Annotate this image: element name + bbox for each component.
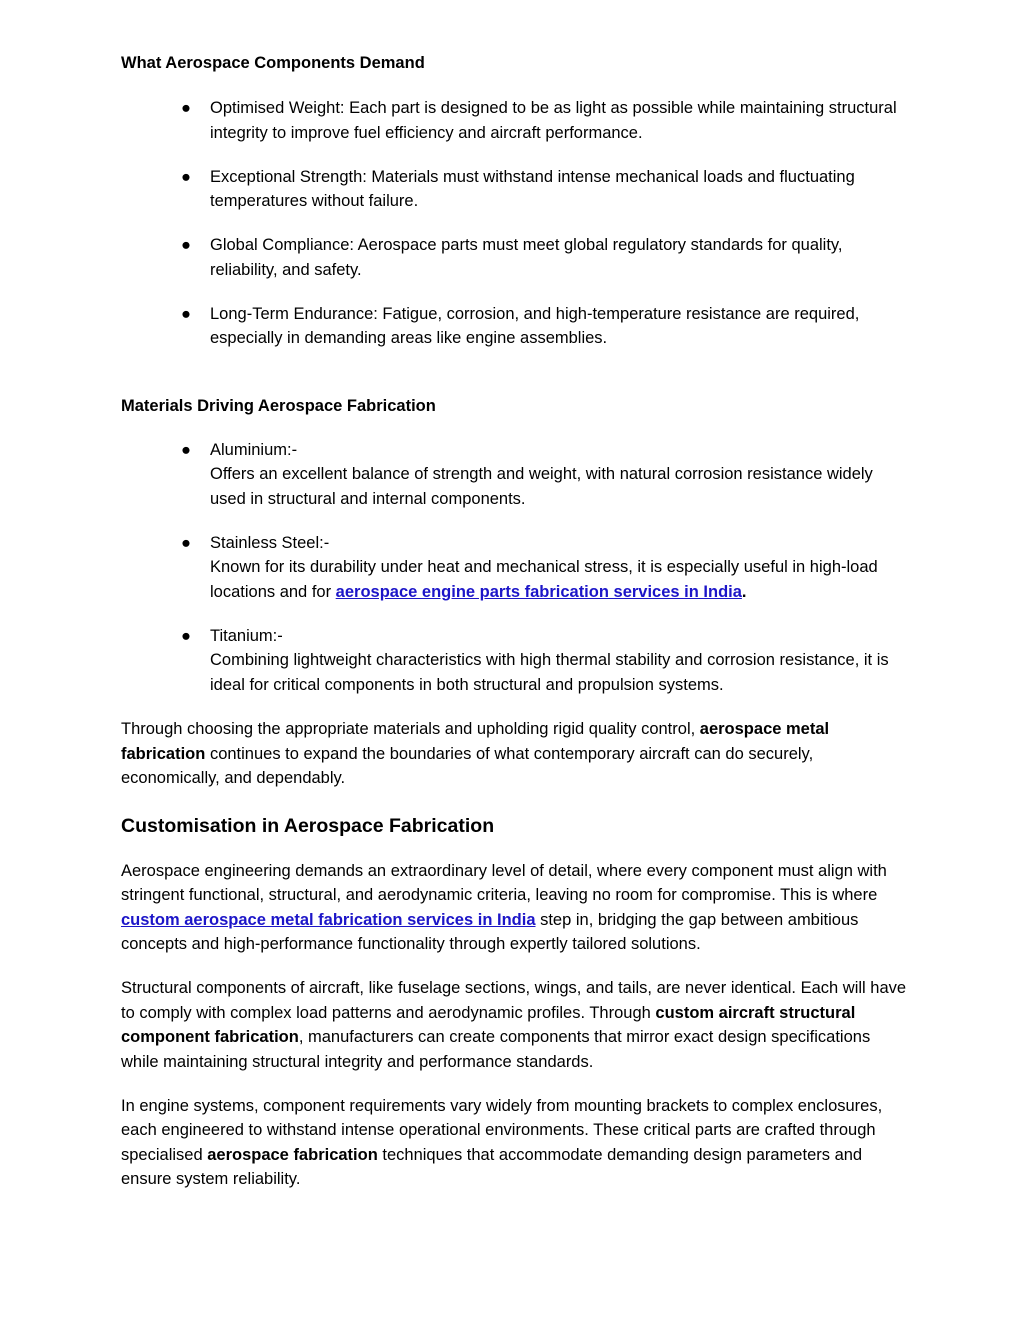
bullet-icon: ● xyxy=(181,440,191,459)
list-item xyxy=(121,302,911,351)
material-title: Stainless Steel:- xyxy=(210,533,330,552)
summary-bold-term: aerospace metal fabrication xyxy=(121,720,830,763)
material-title: Titanium:- xyxy=(210,626,283,645)
list-item-stainless-steel xyxy=(121,531,911,605)
bullet-icon: ● xyxy=(181,99,191,117)
bullet-icon: ● xyxy=(181,236,191,254)
list-item-text: Long-Term Endurance: Fatigue, corrosion, and high-temperature resistance are required, especially in demanding areas like engine assemblies. xyxy=(210,304,860,347)
paragraph-bold-term: custom aircraft structural component fabrication xyxy=(121,1003,856,1046)
bullet-icon: ● xyxy=(181,167,191,186)
section-heading-demand: What Aerospace Components Demand xyxy=(121,54,425,72)
customisation-paragraph-1 xyxy=(121,859,911,957)
material-description xyxy=(210,555,911,604)
paragraph-text-end: , manufacturers can create components that mirror exact design specifications while maintaining structural integrity and performance standards. xyxy=(121,1028,871,1071)
paragraph-text: In engine systems, component requirements vary widely from mounting brackets to complex enclosures, each engineered to withstand intense operational environments. These critical parts are crafted through specialised xyxy=(121,1096,883,1164)
summary-text: Through choosing the appropriate materials and upholding rigid quality control, xyxy=(121,720,700,738)
customisation-paragraph-2 xyxy=(121,976,911,1074)
paragraph-text: Aerospace engineering demands an extraordinary level of detail, where every component must align with stringent functional, structural, and aerodynamic criteria, leaving no room for compromise. This is where xyxy=(121,861,887,904)
material-description-text: Known for its durability under heat and mechanical stress, it is especially useful in high-load locations and for xyxy=(210,558,878,601)
materials-list xyxy=(121,438,911,698)
paragraph-text-end: techniques that accommodate demanding design parameters and ensure system reliability. xyxy=(121,1145,863,1188)
summary-text-end: continues to expand the boundaries of what contemporary aircraft can do securely, economically, and dependably. xyxy=(121,744,814,787)
material-description: Offers an excellent balance of strength and weight, with natural corrosion resistance widely used in structural and internal components. xyxy=(210,465,873,508)
material-title: Aluminium:- xyxy=(210,440,298,459)
list-item xyxy=(121,96,911,145)
customisation-paragraph-3 xyxy=(121,1094,911,1192)
section-heading-materials: Materials Driving Aerospace Fabrication xyxy=(121,396,436,415)
bullet-icon: ● xyxy=(181,626,191,645)
sentence-end: . xyxy=(741,582,747,601)
list-item-titanium xyxy=(121,624,911,698)
custom-metal-fabrication-link[interactable]: custom aerospace metal fabrication services in India xyxy=(121,910,536,929)
material-description: Combining lightweight characteristics with high thermal stability and corrosion resistance, it is ideal for critical components in both structural and propulsion systems. xyxy=(210,651,889,694)
list-item-text: Global Compliance: Aerospace parts must meet global regulatory standards for quality, reliability, and safety. xyxy=(210,236,843,279)
bullet-icon: ● xyxy=(181,304,191,323)
demand-list xyxy=(121,96,911,351)
section-heading-customisation: Customisation in Aerospace Fabrication xyxy=(121,814,495,837)
paragraph-text: Structural components of aircraft, like fuselage sections, wings, and tails, are never identical. Each will have to comply with complex load patterns and aerodynamic profiles. Through xyxy=(121,979,907,1022)
materials-summary-paragraph xyxy=(121,717,911,791)
document-page xyxy=(121,51,911,1192)
paragraph-text-end: step in, bridging the gap between ambitious concepts and high-performance functionality through expertly tailored solutions. xyxy=(121,910,859,953)
list-item xyxy=(121,165,911,214)
list-item-aluminium xyxy=(121,438,911,512)
list-item-text: Exceptional Strength: Materials must withstand intense mechanical loads and fluctuating temperatures without failure. xyxy=(210,167,855,210)
list-item-text: Optimised Weight: Each part is designed to be as light as possible while maintaining structural integrity to improve fuel efficiency and aircraft performance. xyxy=(210,99,897,142)
bullet-icon: ● xyxy=(181,533,191,552)
paragraph-bold-term: aerospace fabrication xyxy=(207,1145,378,1164)
list-item xyxy=(121,233,911,282)
engine-parts-fabrication-link[interactable]: aerospace engine parts fabrication services in India xyxy=(335,582,742,601)
